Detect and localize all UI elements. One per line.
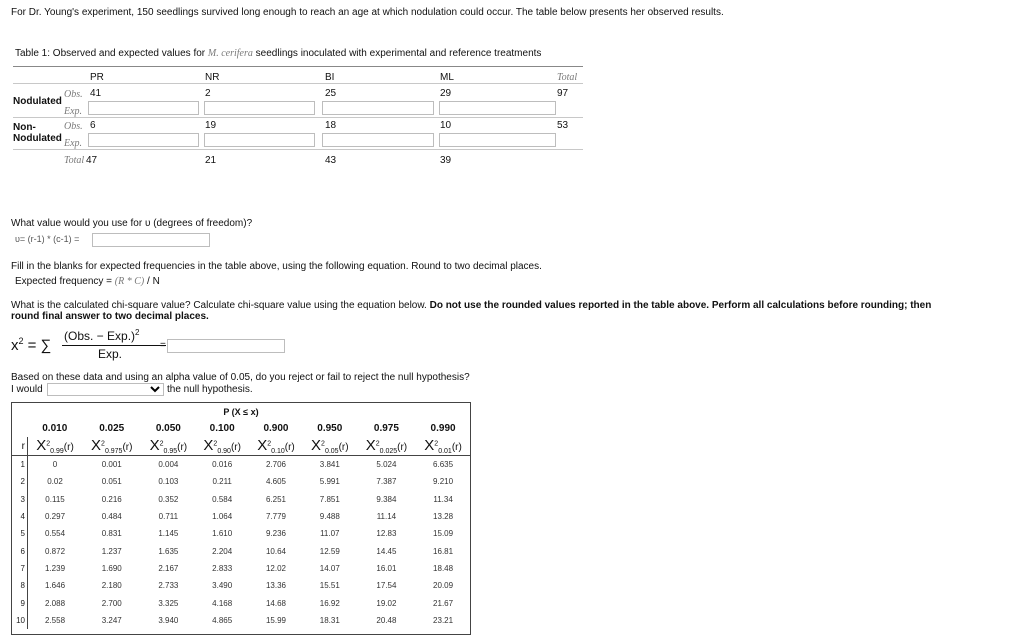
prob-header: 0.050 xyxy=(155,422,181,434)
intro-text: For Dr. Young's experiment, 150 seedlings survived long enough to reach an age at which nodulation could occur. The table below presents her observed results. xyxy=(11,7,724,18)
chi-table-row xyxy=(12,473,470,490)
obs-nodulated-pr: 41 xyxy=(90,88,102,99)
critical-value-cell: 5.991 xyxy=(319,477,340,487)
chi-question-plain: What is the calculated chi-square value? Calculate chi-square value using the equation below. xyxy=(11,300,430,311)
critical-value-cell: 2.180 xyxy=(101,581,122,591)
critical-value-cell: 1.690 xyxy=(101,563,122,573)
chi-table-row xyxy=(12,594,470,611)
critical-value-cell: 11.34 xyxy=(433,494,453,504)
caption-species: M. cerifera xyxy=(207,48,253,59)
chi-table-row xyxy=(12,577,470,594)
col-header-bi: BI xyxy=(325,72,335,83)
critical-value-cell: 2.700 xyxy=(101,598,122,608)
chi-question-line1 xyxy=(11,300,931,311)
total-nr: 21 xyxy=(205,155,217,166)
critical-value-cell: 3.940 xyxy=(158,615,179,625)
df-cell: 7 xyxy=(12,560,28,577)
critical-value-cell: 6.251 xyxy=(265,494,286,504)
col-header-pr: PR xyxy=(90,72,104,83)
df-cell: 8 xyxy=(12,577,28,594)
critical-value-cell: 7.851 xyxy=(319,494,340,504)
critical-value-cell: 3.247 xyxy=(101,615,122,625)
df-cell: 4 xyxy=(12,508,28,525)
critical-value-cell: 1.635 xyxy=(158,546,179,556)
exp-label-nodulated: Exp. xyxy=(64,106,83,117)
reject-decision-select[interactable] xyxy=(47,383,164,396)
chi-table-row xyxy=(12,456,470,474)
chi-symbol: x xyxy=(11,337,19,354)
obs-nodulated-nr: 2 xyxy=(205,88,211,99)
sum-symbol: ∑ xyxy=(40,337,52,354)
chi-table-title: P (X ≤ x) xyxy=(223,407,259,417)
exp-nodulated-pr-input[interactable] xyxy=(88,101,199,115)
obs-label-nodulated: Obs. xyxy=(64,89,83,100)
critical-value-cell: 2.558 xyxy=(45,615,66,625)
critical-value-cell: 0.831 xyxy=(101,529,122,539)
critical-value-cell: 13.36 xyxy=(265,581,286,591)
critical-value-cell: 4.168 xyxy=(212,598,233,608)
chi-crit-header: $X^2_{0.99}(r)$ xyxy=(36,437,74,455)
critical-value-cell: 0 xyxy=(52,460,58,470)
exp-nodulated-ml-input[interactable] xyxy=(439,101,556,115)
total-label-row: Total xyxy=(64,155,85,166)
prob-header: 0.950 xyxy=(317,422,343,434)
chi-equals: = xyxy=(160,340,166,351)
prob-header: 0.990 xyxy=(430,422,456,434)
chi-crit-header: $X^2_{0.975}(r)$ xyxy=(91,437,133,455)
critical-value-cell: 1.646 xyxy=(45,581,66,591)
critical-value-cell: 0.554 xyxy=(45,529,66,539)
chi-crit-header: $X^2_{0.10}(r)$ xyxy=(257,437,295,455)
chi-prob-row xyxy=(12,419,470,437)
critical-value-cell: 5.024 xyxy=(376,460,397,470)
row-label-non-1: Non- xyxy=(13,122,36,133)
critical-value-cell: 20.09 xyxy=(433,581,454,591)
critical-value-cell: 7.387 xyxy=(376,477,397,487)
critical-value-cell: 20.48 xyxy=(376,615,397,625)
exp-label-non: Exp. xyxy=(64,138,83,149)
df-cell: 1 xyxy=(12,456,28,474)
critical-value-cell: 1.239 xyxy=(45,563,66,573)
exp-non-nr-input[interactable] xyxy=(204,133,315,147)
exp-non-bi-input[interactable] xyxy=(322,133,434,147)
total-pr: 47 xyxy=(86,155,98,166)
chi-table-row xyxy=(12,612,470,629)
critical-value-cell: 15.51 xyxy=(319,581,340,591)
chi-crit-header: $X^2_{0.01}(r)$ xyxy=(424,437,462,455)
critical-value-cell: 6.635 xyxy=(433,460,454,470)
critical-value-cell: 16.01 xyxy=(376,563,397,573)
col-header-ml: ML xyxy=(440,72,454,83)
critical-value-cell: 2.167 xyxy=(158,563,179,573)
prob-header: 0.010 xyxy=(42,422,68,434)
df-cell: 5 xyxy=(12,525,28,542)
obs-nodulated-ml: 29 xyxy=(440,88,452,99)
critical-value-cell: 15.09 xyxy=(433,529,454,539)
caption-post: seedlings inoculated with experimental and reference treatments xyxy=(252,48,542,59)
expected-formula xyxy=(15,276,160,287)
chi-crit-header: $X^2_{0.025}(r)$ xyxy=(365,437,408,455)
critical-value-cell: 12.83 xyxy=(376,529,397,539)
chi-square-input[interactable] xyxy=(167,339,285,353)
critical-value-cell: 13.28 xyxy=(433,512,454,522)
chi-equation-lhs: $x^2$ = ∑ xyxy=(11,336,52,354)
df-input[interactable] xyxy=(92,233,210,247)
critical-value-cell: 0.004 xyxy=(158,460,179,470)
chi-table-row xyxy=(12,525,470,542)
chi-table-row xyxy=(12,542,470,559)
critical-value-cell: 14.45 xyxy=(376,546,397,556)
critical-value-cell: 23.21 xyxy=(433,615,454,625)
row-label-nodulated: Nodulated xyxy=(13,96,62,107)
reject-tail: the null hypothesis. xyxy=(167,384,253,395)
obs-label-non: Obs. xyxy=(64,121,83,132)
critical-value-cell: 18.31 xyxy=(319,615,340,625)
expected-formula-pre: Expected frequency = xyxy=(15,276,115,287)
expected-formula-var: (R * C) xyxy=(114,276,145,287)
critical-value-cell: 0.001 xyxy=(101,460,122,470)
fraction-bar xyxy=(62,345,166,346)
critical-value-cell: 2.204 xyxy=(212,546,233,556)
table1-caption xyxy=(15,48,541,59)
chi-table-row xyxy=(12,508,470,525)
critical-value-cell: 11.07 xyxy=(320,529,340,539)
critical-value-cell: 2.733 xyxy=(158,581,179,591)
df-cell: 9 xyxy=(12,594,28,611)
table1-lower-rule xyxy=(13,149,583,150)
critical-value-cell: 9.236 xyxy=(265,529,286,539)
critical-value-cell: 0.584 xyxy=(212,494,233,504)
critical-value-cell: 0.711 xyxy=(158,512,179,522)
table1-mid-rule xyxy=(13,117,583,118)
critical-value-cell: 1.064 xyxy=(212,512,233,522)
critical-value-cell: 18.48 xyxy=(433,563,454,573)
chi-corner xyxy=(12,419,28,437)
chi-table-grid xyxy=(12,419,470,629)
chi-denominator: Exp. xyxy=(98,347,123,361)
r-label: r xyxy=(12,437,28,456)
critical-value-cell: 12.02 xyxy=(265,563,286,573)
critical-value-cell: 0.016 xyxy=(212,460,233,470)
reject-lead: I would xyxy=(11,384,43,395)
critical-value-cell: 0.297 xyxy=(45,512,66,522)
critical-value-cell: 19.02 xyxy=(376,598,397,608)
critical-value-cell: 0.352 xyxy=(158,494,179,504)
critical-value-cell: 2.833 xyxy=(212,563,233,573)
critical-value-cell: 16.81 xyxy=(433,546,454,556)
nodulated-total: 97 xyxy=(557,88,569,99)
expected-formula-post: / N xyxy=(144,276,160,287)
critical-value-cell: 9.210 xyxy=(433,477,454,487)
table1-header-rule xyxy=(13,83,583,84)
chi-table-body xyxy=(12,456,470,629)
critical-value-cell: 1.145 xyxy=(158,529,179,539)
critical-value-cell: 0.484 xyxy=(101,512,122,522)
critical-value-cell: 14.07 xyxy=(319,563,340,573)
reject-question: Based on these data and using an alpha value of 0.05, do you reject or fail to reject the null hypothesis? xyxy=(11,372,470,383)
critical-value-cell: 3.325 xyxy=(158,598,179,608)
obs-non-pr: 6 xyxy=(90,120,96,131)
chi-numerator: (Obs. − Exp.)$^2$ xyxy=(64,328,140,343)
exp-non-pr-input[interactable] xyxy=(88,133,199,147)
col-header-nr: NR xyxy=(205,72,220,83)
df-question: What value would you use for υ (degrees of freedom)? xyxy=(11,218,253,229)
prob-header: 0.975 xyxy=(373,422,399,434)
exp-nodulated-bi-input[interactable] xyxy=(322,101,434,115)
obs-non-nr: 19 xyxy=(205,120,217,131)
critical-value-cell: 11.14 xyxy=(376,512,397,522)
critical-value-cell: 16.92 xyxy=(319,598,340,608)
obs-non-bi: 18 xyxy=(325,120,337,131)
total-ml: 39 xyxy=(440,155,452,166)
chi-crit-header: $X^2_{0.90}(r)$ xyxy=(203,437,241,455)
critical-value-cell: 0.115 xyxy=(45,494,65,504)
critical-value-cell: 14.68 xyxy=(265,598,286,608)
total-bi: 43 xyxy=(325,155,337,166)
df-cell: 3 xyxy=(12,491,28,508)
df-cell: 10 xyxy=(12,612,28,629)
obs-nodulated-bi: 25 xyxy=(325,88,337,99)
chi-crit-header: $X^2_{0.95}(r)$ xyxy=(149,437,188,455)
critical-value-cell: 0.211 xyxy=(212,477,232,487)
chi-table-row xyxy=(12,491,470,508)
critical-value-cell: 9.488 xyxy=(319,512,340,522)
chi-crit-header: $X^2_{0.05}(r)$ xyxy=(311,437,349,455)
df-cell: 2 xyxy=(12,473,28,490)
col-header-total: Total xyxy=(557,72,578,83)
critical-value-cell: 9.384 xyxy=(376,494,397,504)
chi-square-reference-table xyxy=(11,402,471,635)
critical-value-cell: 12.59 xyxy=(319,546,340,556)
chi-question-bold-2: round final answer to two decimal places. xyxy=(11,311,209,322)
critical-value-cell: 0.051 xyxy=(101,477,122,487)
critical-value-cell: 10.64 xyxy=(265,546,286,556)
exp-non-ml-input[interactable] xyxy=(439,133,556,147)
non-total: 53 xyxy=(557,120,569,131)
caption-pre: Table 1: Observed and expected values for xyxy=(15,48,208,59)
critical-value-cell: 3.490 xyxy=(212,581,233,591)
critical-value-cell: 15.99 xyxy=(265,615,286,625)
prob-header: 0.025 xyxy=(99,422,125,434)
chi-symbol-row xyxy=(12,437,470,456)
obs-non-ml: 10 xyxy=(440,120,452,131)
critical-value-cell: 2.088 xyxy=(45,598,66,608)
critical-value-cell: 4.865 xyxy=(212,615,233,625)
critical-value-cell: 0.103 xyxy=(158,477,179,487)
critical-value-cell: 0.872 xyxy=(45,546,66,556)
critical-value-cell: 7.779 xyxy=(265,512,286,522)
exp-nodulated-nr-input[interactable] xyxy=(204,101,315,115)
chi-table-row xyxy=(12,560,470,577)
critical-value-cell: 2.706 xyxy=(265,460,286,470)
chi-question-bold-1: Do not use the rounded values reported in the table above. Perform all calculations before rounding; then xyxy=(429,300,932,311)
critical-value-cell: 17.54 xyxy=(376,581,397,591)
critical-value-cell: 1.237 xyxy=(101,546,122,556)
expected-instruction: Fill in the blanks for expected frequencies in the table above, using the following equation. Round to two decimal places. xyxy=(11,261,542,272)
chi-numerator-text: (Obs. − Exp.) xyxy=(64,329,136,343)
table1-top-rule xyxy=(13,66,583,67)
df-cell: 6 xyxy=(12,542,28,559)
critical-value-cell: 4.605 xyxy=(265,477,286,487)
critical-value-cell: 0.216 xyxy=(101,494,122,504)
critical-value-cell: 0.02 xyxy=(47,477,63,487)
critical-value-cell: 21.67 xyxy=(433,598,454,608)
critical-value-cell: 3.841 xyxy=(319,460,340,470)
prob-header: 0.100 xyxy=(209,422,235,434)
row-label-non-2: Nodulated xyxy=(13,133,62,144)
df-formula: υ= (r-1) * (c-1) = xyxy=(15,234,80,244)
prob-header: 0.900 xyxy=(263,422,289,434)
critical-value-cell: 1.610 xyxy=(212,529,233,539)
